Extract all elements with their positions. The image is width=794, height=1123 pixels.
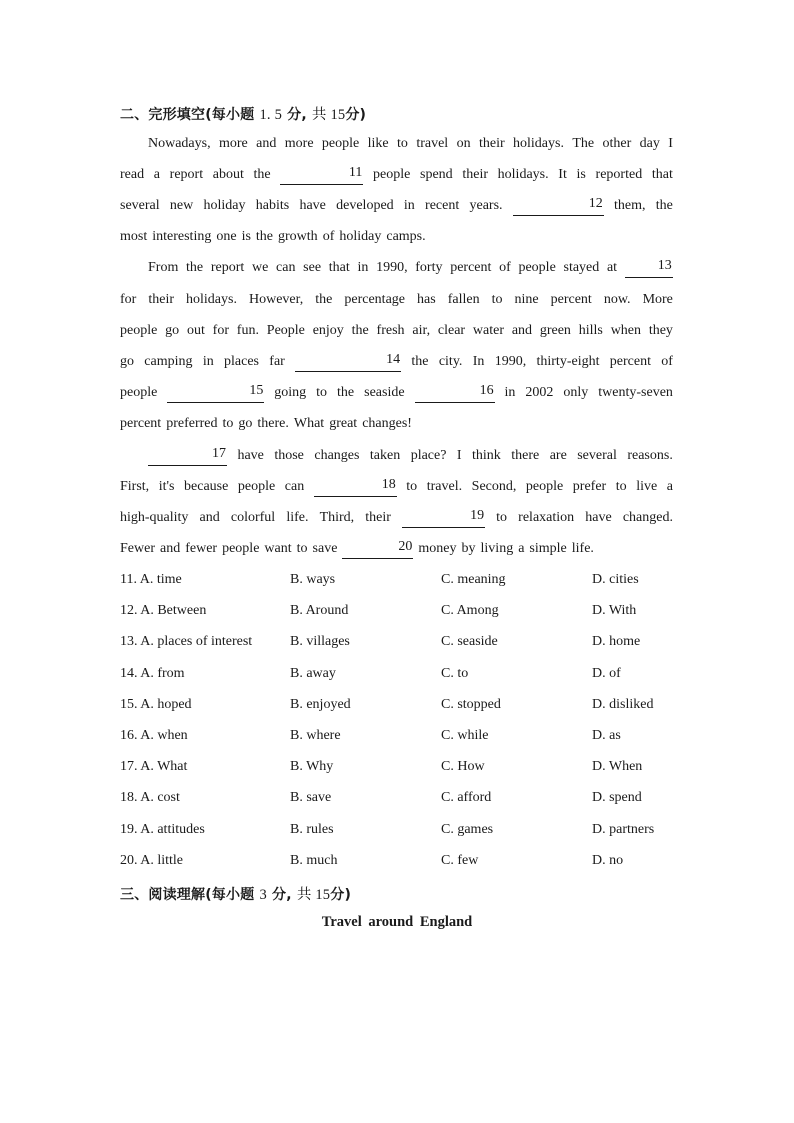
word: holidays. [513,136,564,151]
section-2-label: 二、完形填空(每小题 [120,107,255,123]
option-a[interactable]: 14. A. from [120,665,185,681]
word: great [329,416,358,431]
section-3-label: 三、阅读理解(每小题 [120,887,255,903]
word: years. [469,198,503,213]
word: place? [410,448,447,463]
passage-line [120,508,673,528]
section-3-points-each: 3 [259,887,267,903]
option-b[interactable]: B. villages [290,634,350,650]
word: What [293,416,325,431]
word: at [606,260,618,275]
word: several [577,448,617,463]
word: want [264,541,292,556]
passage-line [148,446,673,466]
word: people [525,479,564,494]
blank-17[interactable]: 17 [148,446,227,466]
blank-12[interactable]: 12 [513,196,604,216]
word: have [585,510,612,525]
word: people [518,260,556,275]
word: green [539,323,571,338]
option-b[interactable]: B. Why [290,759,334,775]
word: preferred [166,416,218,431]
word: a [153,167,160,182]
option-b[interactable]: B. rules [290,821,334,837]
word: fallen [447,292,480,307]
word: First, [120,479,150,494]
word: that [328,260,350,275]
word: people [321,136,360,151]
word: holiday [203,198,246,213]
word: their [365,510,391,525]
word: relaxation [518,510,575,525]
word: 2002 [525,385,554,400]
word: for [120,292,137,307]
word: for [212,323,229,338]
word: clear [437,323,466,338]
word: there. [257,416,289,431]
word: far [269,354,285,369]
section-2-unit: 分, [287,107,307,123]
word: more [219,136,248,151]
passage-line [120,290,673,310]
word: camps. [386,229,426,244]
word: report [210,260,245,275]
word: living [480,541,514,556]
word: in [403,198,415,213]
word: However, [248,292,304,307]
word: now. [603,292,631,307]
reading-title: Travel around England [321,914,473,930]
word: The [572,136,595,151]
word: developed [336,198,394,213]
word: the [255,229,274,244]
passage-line [120,196,673,216]
word: percent [609,354,651,369]
blank-16[interactable]: 16 [415,383,495,403]
word: can [284,479,305,494]
section-3-unit-end: 分) [330,887,352,903]
word: nine [514,292,539,307]
word: Nowadays, [148,136,211,151]
option-c[interactable]: C. meaning [441,572,506,587]
section-2-points-total: 共 15 [311,107,346,123]
word: fresh [376,323,405,338]
word: Fewer [120,541,155,556]
word: people [222,541,260,556]
word: In [472,354,485,369]
word: of [661,354,673,369]
word: people [373,167,411,182]
word: thirty-eight [536,354,600,369]
blank-20[interactable]: 20 [342,539,413,559]
blank-15[interactable]: 15 [167,383,264,403]
option-c[interactable]: C. seaside [441,634,498,650]
word: life. [286,510,309,525]
word: hills [578,323,603,338]
word: Second, [471,479,517,494]
word: people [120,323,158,338]
word: holiday [339,229,382,244]
word: interesting [152,229,212,244]
option-a[interactable]: 16. A. when [120,728,188,743]
passage-line [120,383,673,403]
word: to [296,541,308,556]
option-d[interactable]: D. of [592,665,621,681]
word: air, [412,323,431,338]
word: other [602,136,632,151]
option-a[interactable]: 20. A. little [120,852,183,868]
word: percent [450,260,492,275]
word: From [148,260,179,275]
word: to [222,416,234,431]
blank-18[interactable]: 18 [314,477,397,497]
word: reported [595,167,643,182]
word: save [312,541,338,556]
question-options-row [0,570,794,590]
option-c[interactable]: C. stopped [441,696,501,712]
word: go [165,323,180,338]
question-options-row [0,601,794,621]
word: is [576,167,586,182]
word: the [315,292,333,307]
word: and [256,136,277,151]
option-c[interactable]: C. while [441,728,489,743]
word: has [417,292,436,307]
word: and [160,541,181,556]
option-a[interactable]: 11. A. time [120,572,182,587]
question-options-row [0,632,794,652]
option-b[interactable]: B. Around [290,603,349,619]
option-a[interactable]: 15. A. hoped [120,696,192,712]
word: the [337,385,355,400]
word: to [406,479,418,494]
option-c[interactable]: C. How [441,759,485,775]
word: out [186,323,205,338]
option-d[interactable]: D. When [592,759,643,775]
word: enjoy [312,323,344,338]
option-c[interactable]: C. few [441,852,479,868]
word: the [253,167,271,182]
word: 1990, [494,354,527,369]
word: the [655,198,673,213]
word: reasons. [627,448,673,463]
word: city. [438,354,463,369]
word: growth [278,229,318,244]
option-d[interactable]: D. With [592,603,637,619]
option-d[interactable]: D. no [592,852,624,868]
word: and [511,323,533,338]
word: more [284,136,314,151]
word: go [120,354,134,369]
word: can [276,260,296,275]
section-3-points-total: 共 15 [296,887,331,903]
passage-line [120,352,673,372]
option-a[interactable]: 18. A. cost [120,790,180,806]
word: prefer [572,479,607,494]
word: is [241,229,251,244]
option-d[interactable]: D. home [592,634,641,650]
word: because [184,479,229,494]
word: taken [369,448,401,463]
word: the [411,354,429,369]
word: I [668,136,673,151]
word: spend [420,167,453,182]
word: More [642,292,673,307]
word: Third, [319,510,355,525]
blank-13[interactable]: 13 [625,258,673,278]
question-options-row [0,726,794,746]
word: when [610,323,642,338]
word: in [504,385,516,400]
word: the [186,260,204,275]
question-options-row [0,664,794,684]
word: People [266,323,305,338]
option-b[interactable]: B. where [290,728,341,743]
word: It [558,167,567,182]
word: percent [120,416,162,431]
passage-line [148,258,673,278]
section-3-unit: 分, [272,887,292,903]
option-d[interactable]: D. disliked [592,696,654,712]
word: see [303,260,322,275]
word: day [639,136,660,151]
option-b[interactable]: B. save [290,790,332,806]
section-3-heading [120,883,351,904]
word: a [666,479,673,494]
word: holidays. [497,167,549,182]
word: they [648,323,673,338]
word: percent [550,292,592,307]
word: those [274,448,304,463]
option-d[interactable]: D. spend [592,790,642,806]
passage-line [120,321,673,341]
option-c[interactable]: C. games [441,821,494,837]
word: to [491,292,503,307]
question-options-row [0,851,794,871]
word: most [120,229,148,244]
word: changed. [622,510,673,525]
passage-line [120,227,673,247]
word: to [615,479,627,494]
word: by [461,541,476,556]
section-2-points-each: 1. 5 [259,107,283,123]
word: twenty-seven [598,385,673,400]
word: I [456,448,462,463]
word: high-quality [120,510,189,525]
word: changes! [362,416,412,431]
blank-14[interactable]: 14 [295,352,401,372]
word: camping [144,354,193,369]
word: think [472,448,501,463]
option-c[interactable]: C. Among [441,603,499,619]
word: their [148,292,174,307]
option-a[interactable]: 17. A. What [120,759,188,775]
word: people [237,479,276,494]
word: about [212,167,244,182]
question-options-row [0,820,794,840]
option-d[interactable]: D. as [592,728,621,743]
word: life. [571,541,594,556]
word: to [397,136,408,151]
option-d[interactable]: D. cities [592,572,639,587]
word: of [499,260,511,275]
option-c[interactable]: C. afford [441,790,492,806]
passage-line [120,539,673,559]
word: to [316,385,328,400]
word: report [169,167,204,182]
word: and [199,510,220,525]
word: go [238,416,253,431]
word: one [216,229,237,244]
option-a[interactable]: 19. A. attitudes [120,821,205,837]
question-options-row [0,695,794,715]
word: of [322,229,335,244]
passage-line [120,477,673,497]
question-options-row [0,757,794,777]
word: stayed [563,260,600,275]
option-a[interactable]: 12. A. Between [120,603,207,619]
option-b[interactable]: B. ways [290,572,336,587]
word: several [120,198,160,213]
option-b[interactable]: B. much [290,852,338,868]
word: the [351,323,369,338]
word: 1990, [376,260,408,275]
word: fun. [236,323,259,338]
option-b[interactable]: B. away [290,665,336,681]
word: their [478,136,505,151]
option-b[interactable]: B. enjoyed [290,696,351,712]
word: only [563,385,589,400]
word: simple [529,541,567,556]
option-c[interactable]: C. to [441,665,469,681]
blank-19[interactable]: 19 [402,508,485,528]
word: new [169,198,194,213]
passage-line [120,165,673,185]
word: a [518,541,525,556]
word: colorful [230,510,276,525]
word: on [456,136,471,151]
word: that [651,167,673,182]
word: going [274,385,307,400]
word: like [367,136,389,151]
passage-line [148,134,673,154]
word: seaside [364,385,405,400]
word: in [357,260,369,275]
word: habits [255,198,290,213]
word: live [636,479,658,494]
word: it's [158,479,175,494]
blank-11[interactable]: 11 [280,165,363,185]
word: forty [415,260,443,275]
section-2-heading [120,103,366,124]
question-options-row [0,788,794,808]
word: have [237,448,264,463]
word: people [120,385,158,400]
word: in [202,354,214,369]
word: have [299,198,326,213]
word: recent [425,198,460,213]
word: places [224,354,259,369]
word: are [549,448,567,463]
word: money [418,541,457,556]
option-d[interactable]: D. partners [592,821,655,837]
word: their [462,167,488,182]
word: travel. [426,479,463,494]
section-2-unit-end: 分) [345,107,367,123]
option-a[interactable]: 13. A. places of interest [120,634,253,650]
word: changes [314,448,360,463]
word: read [120,167,145,182]
word: we [252,260,269,275]
word: travel [416,136,449,151]
word: there [511,448,540,463]
passage-line [120,414,673,434]
word: holidays. [186,292,237,307]
word: fewer [185,541,218,556]
word: them, [614,198,646,213]
word: water [472,323,504,338]
word: percentage [344,292,405,307]
word: to [496,510,508,525]
